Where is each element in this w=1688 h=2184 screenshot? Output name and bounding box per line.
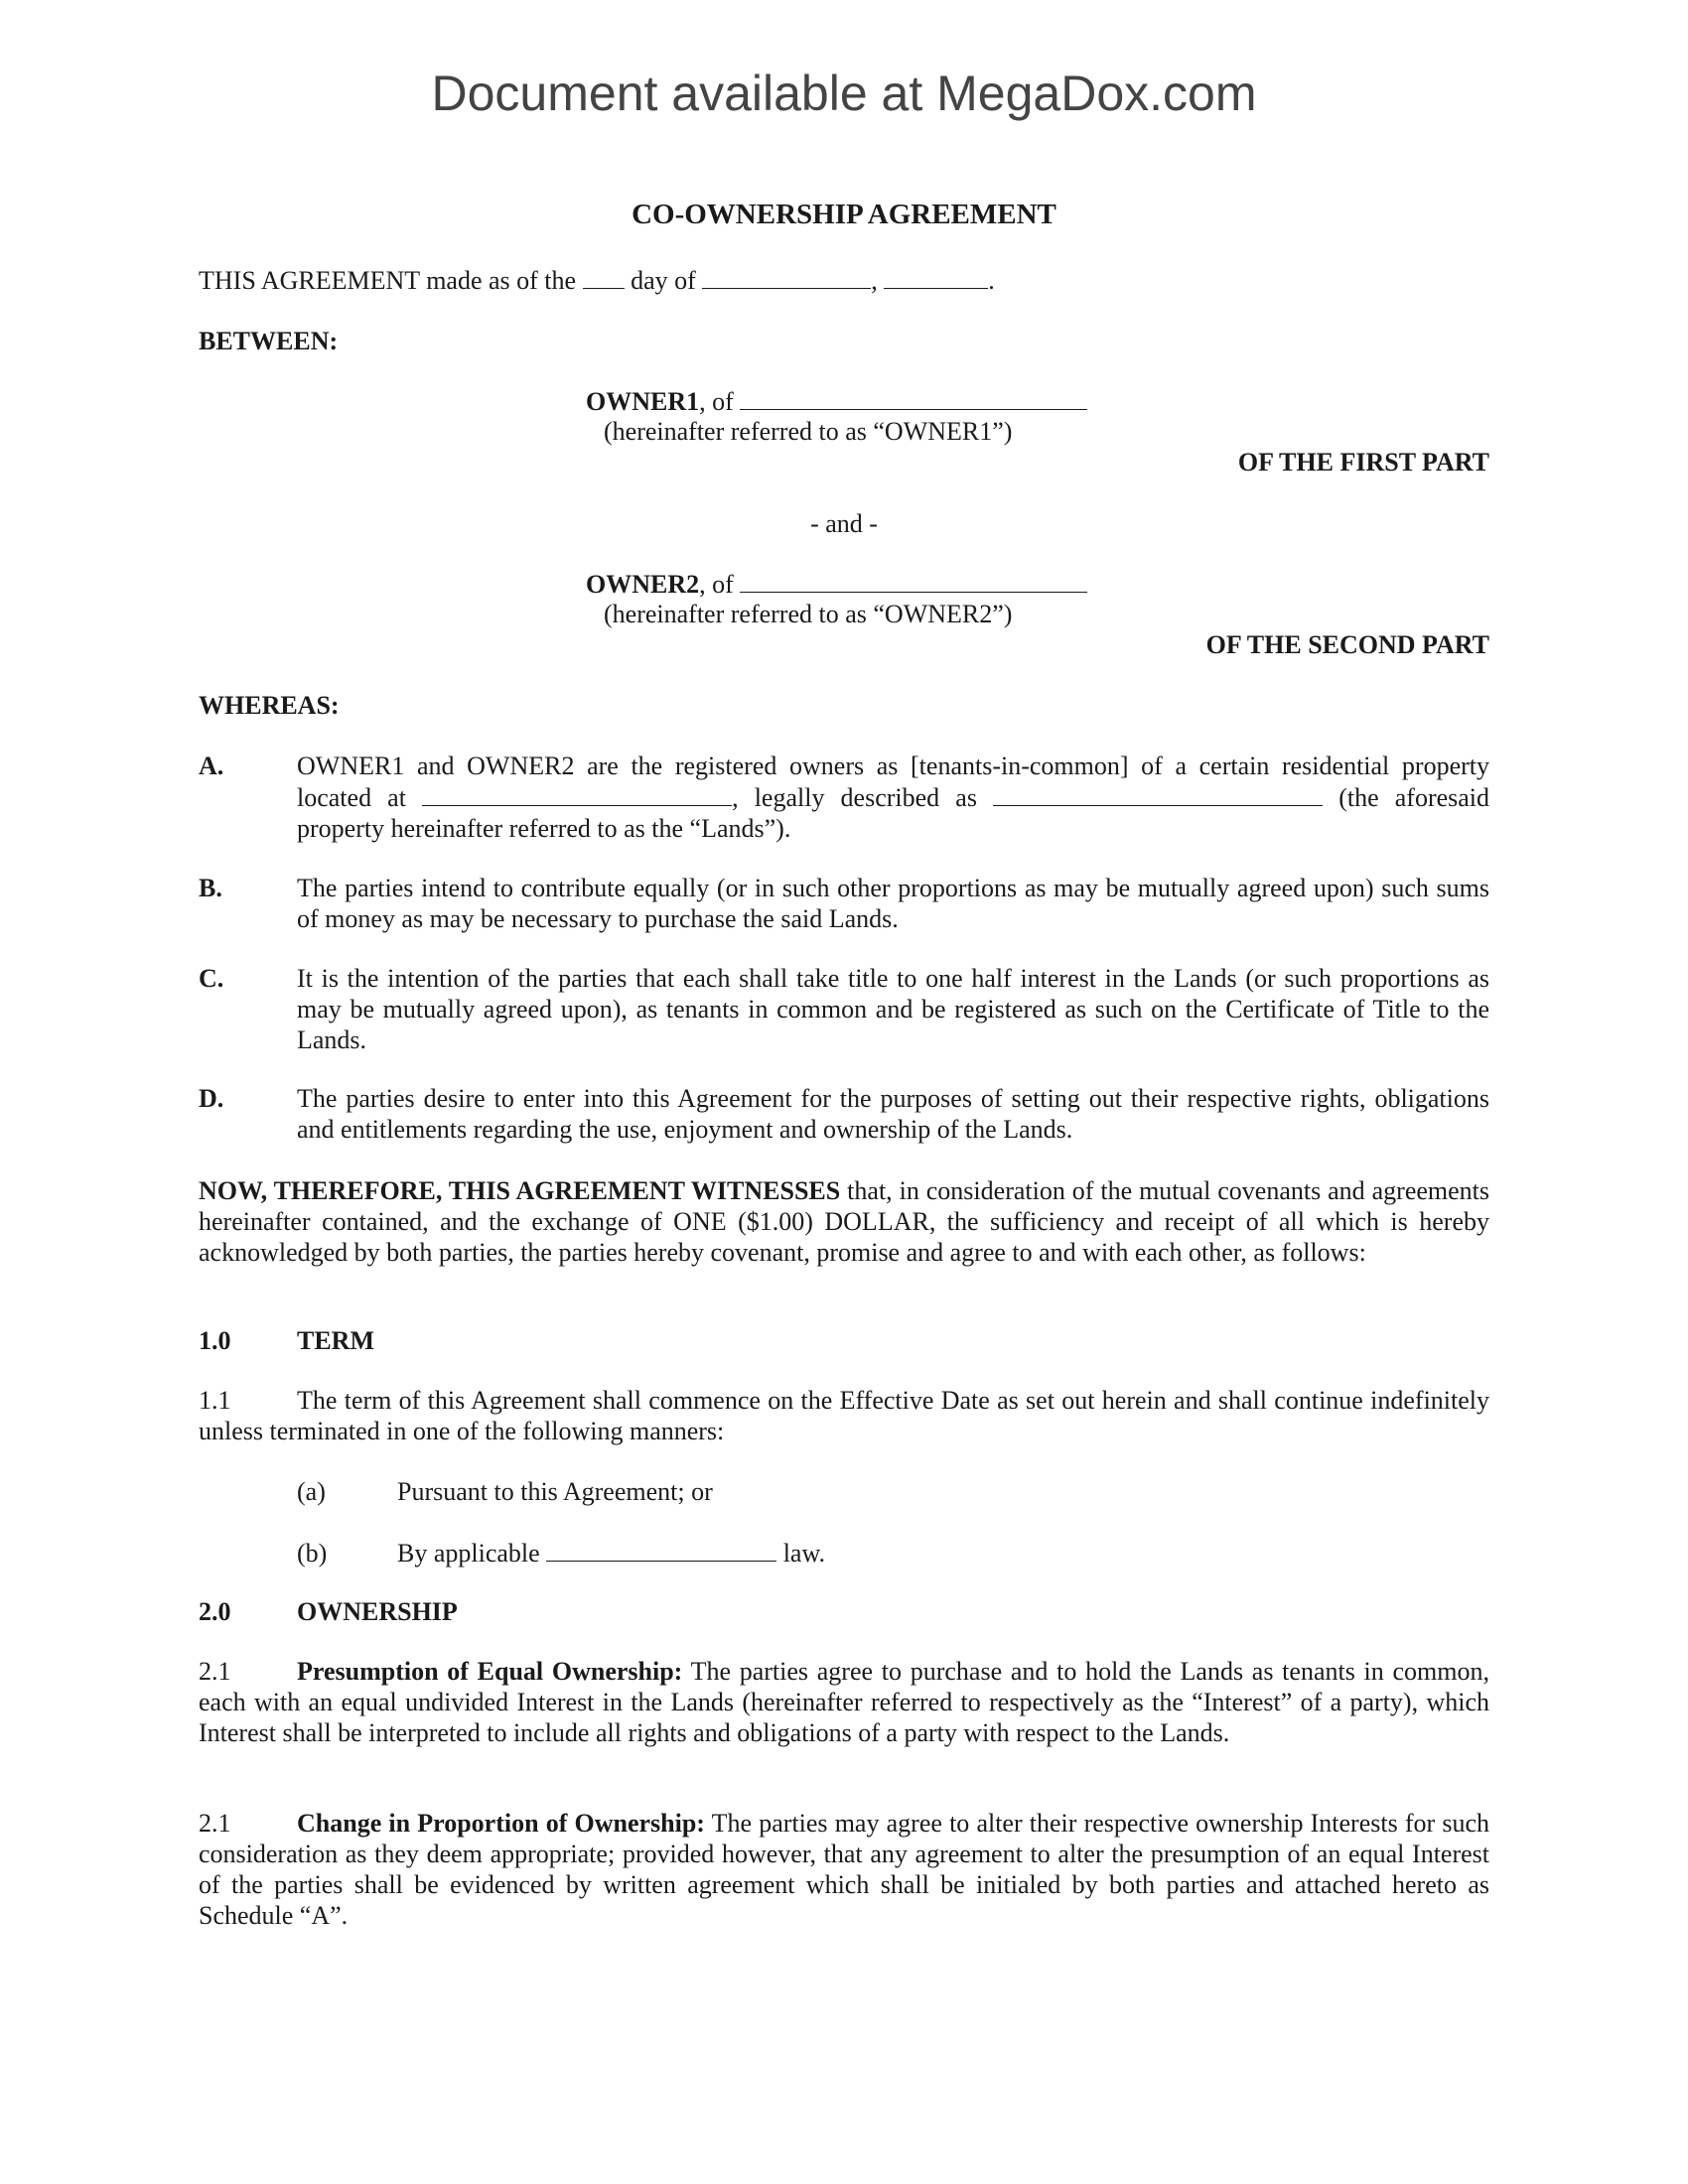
recital-a-text xyxy=(297,751,1489,844)
owner1-of: , of xyxy=(699,387,734,416)
item-b-text-2: law. xyxy=(782,1539,826,1568)
intro-comma: , xyxy=(871,266,878,295)
recital-a-text-1: OWNER1 and OWNER2 are the registered owners as [tenants-in-common] of a certain residential property located at xyxy=(297,751,1489,812)
intro-text-2: day of xyxy=(631,266,696,295)
year-blank[interactable] xyxy=(884,264,988,289)
owner1-line xyxy=(586,385,1087,417)
first-part-label: OF THE FIRST PART xyxy=(1237,448,1489,477)
recital-c xyxy=(199,963,1489,1055)
section-2-heading xyxy=(199,1596,458,1627)
section-2-number: 2.0 xyxy=(199,1597,231,1626)
clause-2-1b-text: The parties may agree to alter their respective ownership Interests for such consideration as they deem appropriate; provided however, that any agreement to alter the presumption of an equal Interest of the parties shall be evidenced by written agreement which shall be initialed by both parties and attached hereto as Schedule “A”. xyxy=(199,1809,1489,1930)
intro-line xyxy=(199,264,1489,296)
clause-2-1b-heading: Change in Proportion of Ownership: xyxy=(297,1809,705,1838)
clause-2-1-number: 2.1 xyxy=(199,1657,231,1686)
clause-1-1-text: The term of this Agreement shall commence on the Effective Date as set out herein and shall continue indefinitely unless terminated in one of the following manners: xyxy=(199,1386,1489,1445)
owner2-reference: (hereinafter referred to as “OWNER2”) xyxy=(604,600,1013,628)
recital-d-text: The parties desire to enter into this Agreement for the purposes of setting out their respective rights, obligations and entitlements regarding the use, enjoyment and ownership of the Lands. xyxy=(297,1084,1489,1144)
second-part-label: OF THE SECOND PART xyxy=(1205,630,1489,659)
document-title: CO-OWNERSHIP AGREEMENT xyxy=(632,199,1056,230)
clause-1-1-item-a xyxy=(297,1476,713,1507)
item-a-text: Pursuant to this Agreement; or xyxy=(397,1477,713,1506)
clause-1-1 xyxy=(199,1385,1489,1446)
and-separator: - and - xyxy=(810,509,878,538)
clause-2-1-heading: Presumption of Equal Ownership: xyxy=(297,1657,683,1686)
witnesses-text: that, in consideration of the mutual covenants and agreements hereinafter contained, and the exchange of ONE ($1.00) DOLLAR, the sufficiency and receipt of all which is hereby acknowledged by both parties, the parties hereby covenant, promise and agree to and with each other, as follows: xyxy=(199,1176,1490,1267)
owner1-reference: (hereinafter referred to as “OWNER1”) xyxy=(604,417,1013,446)
section-1-title: TERM xyxy=(297,1326,374,1355)
watermark-banner: Document available at MegaDox.com xyxy=(431,66,1257,121)
section-2-title: OWNERSHIP xyxy=(297,1597,458,1626)
clause-1-1-item-b xyxy=(297,1537,825,1569)
owner1-name: OWNER1 xyxy=(586,387,700,416)
clause-2-1-change-proportion xyxy=(199,1808,1489,1931)
clause-2-1-text: The parties agree to purchase and to hold the Lands as tenants in common, each with an equal undivided Interest in the Lands (hereinafter referred to respectively as the “Interest” of a party), which Interest shall be interpreted to include all rights and obligations of a party with respect to the Lands. xyxy=(199,1657,1489,1747)
recital-b xyxy=(199,873,1489,934)
intro-text-1: THIS AGREEMENT made as of the xyxy=(199,266,577,295)
witnesses-bold: NOW, THEREFORE, THIS AGREEMENT WITNESSES xyxy=(199,1176,841,1205)
item-b-label: (b) xyxy=(297,1539,328,1568)
recital-a-text-2: , legally described as xyxy=(732,783,977,812)
intro-period: . xyxy=(988,266,995,295)
section-1-heading xyxy=(199,1325,374,1356)
whereas-heading: WHEREAS: xyxy=(199,691,340,720)
witnesses-paragraph xyxy=(199,1175,1489,1268)
owner2-of: , of xyxy=(699,570,734,599)
recital-a-text-3: (the aforesaid property hereinafter referred to as the “Lands”). xyxy=(297,783,1490,843)
recital-b-label: B. xyxy=(199,874,222,902)
owner1-address-blank[interactable] xyxy=(740,385,1087,410)
day-blank[interactable] xyxy=(583,264,625,289)
owner2-name: OWNER2 xyxy=(586,570,700,599)
clause-2-1-equal-ownership xyxy=(199,1656,1489,1748)
section-1-number: 1.0 xyxy=(199,1326,231,1355)
owner2-line xyxy=(586,568,1087,600)
recital-d-label: D. xyxy=(199,1084,224,1113)
recital-a-label: A. xyxy=(199,751,224,780)
item-a-label: (a) xyxy=(297,1477,326,1506)
recital-c-text: It is the intention of the parties that each shall take title to one half interest in the Lands (or such proportions as may be mutually agreed upon), as tenants in common and be registered as such on the Certificate of Title to the Lands. xyxy=(297,964,1489,1054)
between-heading: BETWEEN: xyxy=(199,327,339,355)
item-b-text-1: By applicable xyxy=(397,1539,540,1568)
month-blank[interactable] xyxy=(702,264,871,289)
recital-c-label: C. xyxy=(199,964,224,993)
recital-b-text: The parties intend to contribute equally (or in such other proportions as may be mutually agreed upon) such sums of money as may be necessary to purchase the said Lands. xyxy=(297,874,1489,933)
recital-d xyxy=(199,1083,1489,1145)
applicable-law-blank[interactable] xyxy=(546,1537,776,1562)
owner2-address-blank[interactable] xyxy=(740,568,1087,593)
clause-1-1-number: 1.1 xyxy=(199,1386,231,1415)
clause-2-1b-number: 2.1 xyxy=(199,1809,231,1838)
recital-a xyxy=(199,751,1489,844)
legal-description-blank[interactable] xyxy=(993,781,1323,806)
property-location-blank[interactable] xyxy=(422,781,732,806)
